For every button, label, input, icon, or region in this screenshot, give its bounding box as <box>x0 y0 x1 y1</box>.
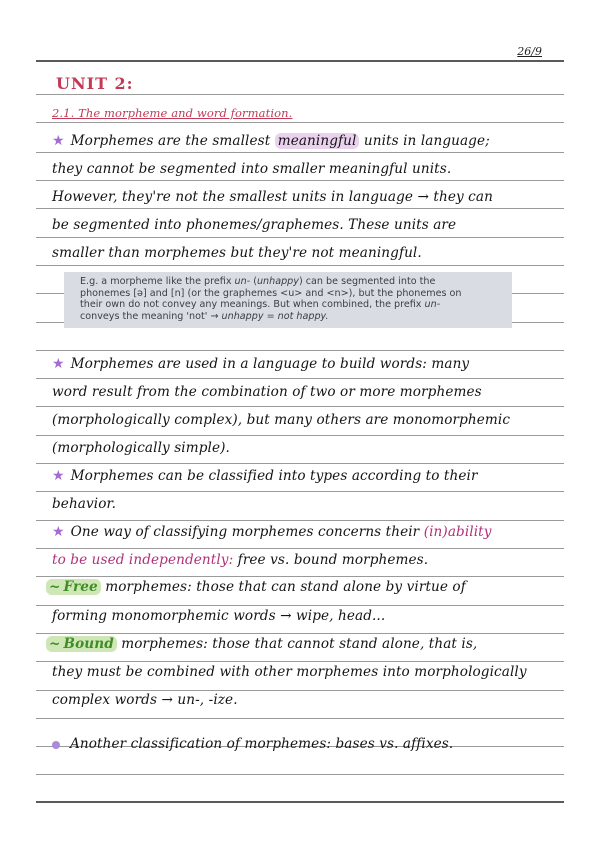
bound-line1 <box>46 636 477 652</box>
example-italic: unhappy <box>256 276 299 287</box>
para1-line5: smaller than morphemes but they're not meaningful. <box>52 245 422 261</box>
ruled-line <box>36 605 564 606</box>
para3-line1 <box>52 468 478 484</box>
para4-magenta-text: to be used independently: <box>52 552 234 568</box>
star-bullet-icon: ★ <box>52 524 65 540</box>
example-text: their own do not convey any meanings. But when combined, the prefix <box>80 299 425 310</box>
free-line1 <box>46 579 466 595</box>
para2-line1 <box>52 356 469 372</box>
unit-title <box>56 74 134 93</box>
ruled-line <box>36 435 564 436</box>
ruled-line <box>36 265 564 266</box>
para1-line1 <box>52 133 490 149</box>
para2-line4: (morphologically simple). <box>52 440 230 456</box>
ruled-line <box>36 152 564 153</box>
ruled-line <box>36 690 564 691</box>
free-label: Free <box>63 579 98 595</box>
section-title: 2.1. The morpheme and word formation. <box>52 106 293 120</box>
para1-line2: they cannot be segmented into smaller meaningful units. <box>52 161 452 177</box>
ruled-line <box>36 491 564 492</box>
example-line3 <box>80 299 496 311</box>
ruled-line <box>36 122 564 123</box>
para1-text: units in language; <box>359 133 490 149</box>
date-label: 26/9 <box>517 45 542 58</box>
ruled-line <box>36 237 564 238</box>
example-text: E.g. a morpheme like the prefix <box>80 276 235 287</box>
bound-line2: they must be combined with other morphemes into morphologically <box>52 664 527 680</box>
para1-line3: However, they're not the smallest units in language → they can <box>52 189 493 205</box>
ruled-line <box>36 576 564 577</box>
bound-highlight <box>46 636 117 652</box>
star-bullet-icon: ★ <box>52 356 65 372</box>
para4-line2 <box>52 552 428 568</box>
ruled-line <box>36 208 564 209</box>
para1-line4: be segmented into phonemes/graphemes. These units are <box>52 217 457 233</box>
ruled-line <box>36 718 564 719</box>
para4-text: free vs. bound morphemes. <box>233 552 429 568</box>
para4-magenta-text: (in)ability <box>423 524 492 540</box>
free-line2: forming monomorphemic words → wipe, head... <box>52 608 386 624</box>
last-text: Another classification of morphemes: bases vs. affixes. <box>70 736 454 752</box>
para2-line3: (morphologically complex), but many others are monomorphemic <box>52 412 511 428</box>
ruled-line <box>36 378 564 379</box>
bound-label: Bound <box>63 636 114 652</box>
example-box <box>64 272 512 328</box>
para2-text: Morphemes are used in a language to build words: many <box>70 356 470 372</box>
tilde-icon: ~ <box>49 579 61 595</box>
free-highlight <box>46 579 101 595</box>
tilde-icon: ~ <box>49 636 61 652</box>
ruled-line <box>36 463 564 464</box>
para4-text: One way of classifying morphemes concerns their <box>70 524 424 540</box>
example-text: conveys the meaning 'not' → <box>80 310 222 322</box>
ruled-line <box>36 661 564 662</box>
example-italic: un- <box>424 299 441 310</box>
ruled-line <box>36 774 564 775</box>
star-bullet-icon: ★ <box>52 133 65 149</box>
unit-title-text: UNIT 2: <box>56 74 134 93</box>
dot-bullet-icon <box>52 741 60 749</box>
ruled-line <box>36 520 564 521</box>
para3-line2: behavior. <box>52 496 117 512</box>
ruled-line <box>36 801 564 803</box>
example-line4 <box>80 311 496 323</box>
ruled-line <box>36 633 564 634</box>
para3-text: Morphemes can be classified into types according to their <box>70 468 478 484</box>
ruled-line <box>36 94 564 95</box>
example-italic: unhappy = not happy. <box>221 310 329 322</box>
para4-line1 <box>52 524 492 540</box>
free-text: morphemes: those that can stand alone by virtue of <box>100 579 466 595</box>
para1-text: Morphemes are the smallest <box>70 133 275 149</box>
bound-text: morphemes: those that cannot stand alone, that is, <box>116 636 478 652</box>
example-text: ) can be segmented into the <box>298 276 436 287</box>
ruled-line <box>36 180 564 181</box>
star-bullet-icon: ★ <box>52 468 65 484</box>
bound-line3: complex words → un-, -ize. <box>52 692 238 708</box>
ruled-line <box>36 548 564 549</box>
ruled-line <box>36 406 564 407</box>
para2-line2: word result from the combination of two or more morphemes <box>52 384 482 400</box>
highlight-meaningful: meaningful <box>275 133 360 149</box>
example-line1 <box>80 276 496 288</box>
ruled-line <box>36 60 564 62</box>
last-line <box>52 736 453 752</box>
example-line2: phonemes [ə] and [n] (or the graphemes <u> and <n>), but the phonemes on <box>80 287 462 299</box>
ruled-line <box>36 350 564 351</box>
example-text: ( <box>250 276 257 287</box>
example-italic: un- <box>234 276 251 287</box>
